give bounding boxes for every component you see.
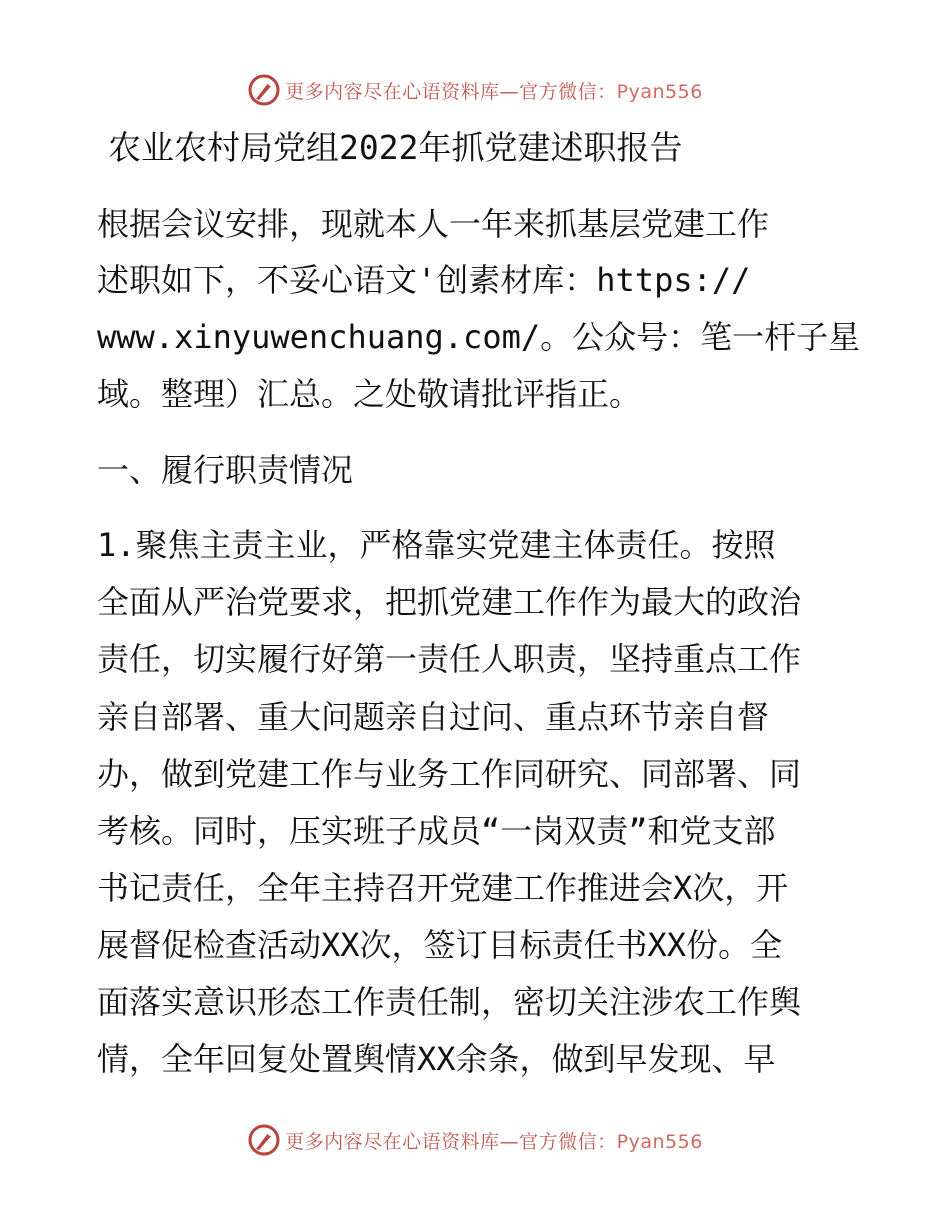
intro-line-2: 述职如下，不妥心语文'创素材库：https:// bbox=[97, 261, 751, 299]
watermark-account: Pyan556 bbox=[616, 80, 703, 103]
intro-line-1: 根据会议安排，现就本人一年来抓基层党建工作 bbox=[97, 205, 770, 243]
quill-circle-icon bbox=[247, 1123, 281, 1157]
watermark-text: 更多内容尽在心语资料库—官方微信：Pyan556 bbox=[285, 1130, 703, 1153]
watermark-header bbox=[0, 70, 950, 110]
body-line-2: 全面从严治党要求，把抓党建工作作为最大的政治 bbox=[97, 583, 802, 621]
watermark-footer bbox=[0, 1120, 950, 1160]
body-line-5: 办，做到党建工作与业务工作同研究、同部署、同 bbox=[97, 755, 802, 793]
body-line-8: 展督促检查活动XX次，签订目标责任书XX份。全 bbox=[97, 926, 783, 964]
body-line-1: 1.聚焦主责主业，严格靠实党建主体责任。按照 bbox=[97, 526, 776, 564]
watermark-account: Pyan556 bbox=[616, 1130, 703, 1153]
quill-circle-icon bbox=[247, 73, 281, 107]
body-line-10: 情，全年回复处置舆情XX余条，做到早发现、早 bbox=[97, 1040, 776, 1078]
body-line-9: 面落实意识形态工作责任制，密切关注涉农工作舆 bbox=[97, 983, 802, 1021]
watermark-text: 更多内容尽在心语资料库—官方微信：Pyan556 bbox=[285, 80, 703, 103]
intro-line-4: 域。整理）汇总。之处敬请批评指正。 bbox=[97, 375, 642, 413]
intro-line-3: www.xinyuwenchuang.com/。公众号：笔一杆子星 bbox=[97, 318, 861, 356]
section-heading: 一、履行职责情况 bbox=[97, 451, 354, 489]
document-title: 农业农村局党组2022年抓党建述职报告 bbox=[108, 128, 683, 167]
body-line-3: 责任，切实履行好第一责任人职责，坚持重点工作 bbox=[97, 640, 802, 678]
body-line-4: 亲自部署、重大问题亲自过问、重点环节亲自督 bbox=[97, 698, 770, 736]
body-line-6: 考核。同时，压实班子成员“一岗双责”和党支部 bbox=[97, 812, 776, 850]
body-line-7: 书记责任，全年主持召开党建工作推进会X次，开 bbox=[97, 869, 789, 907]
